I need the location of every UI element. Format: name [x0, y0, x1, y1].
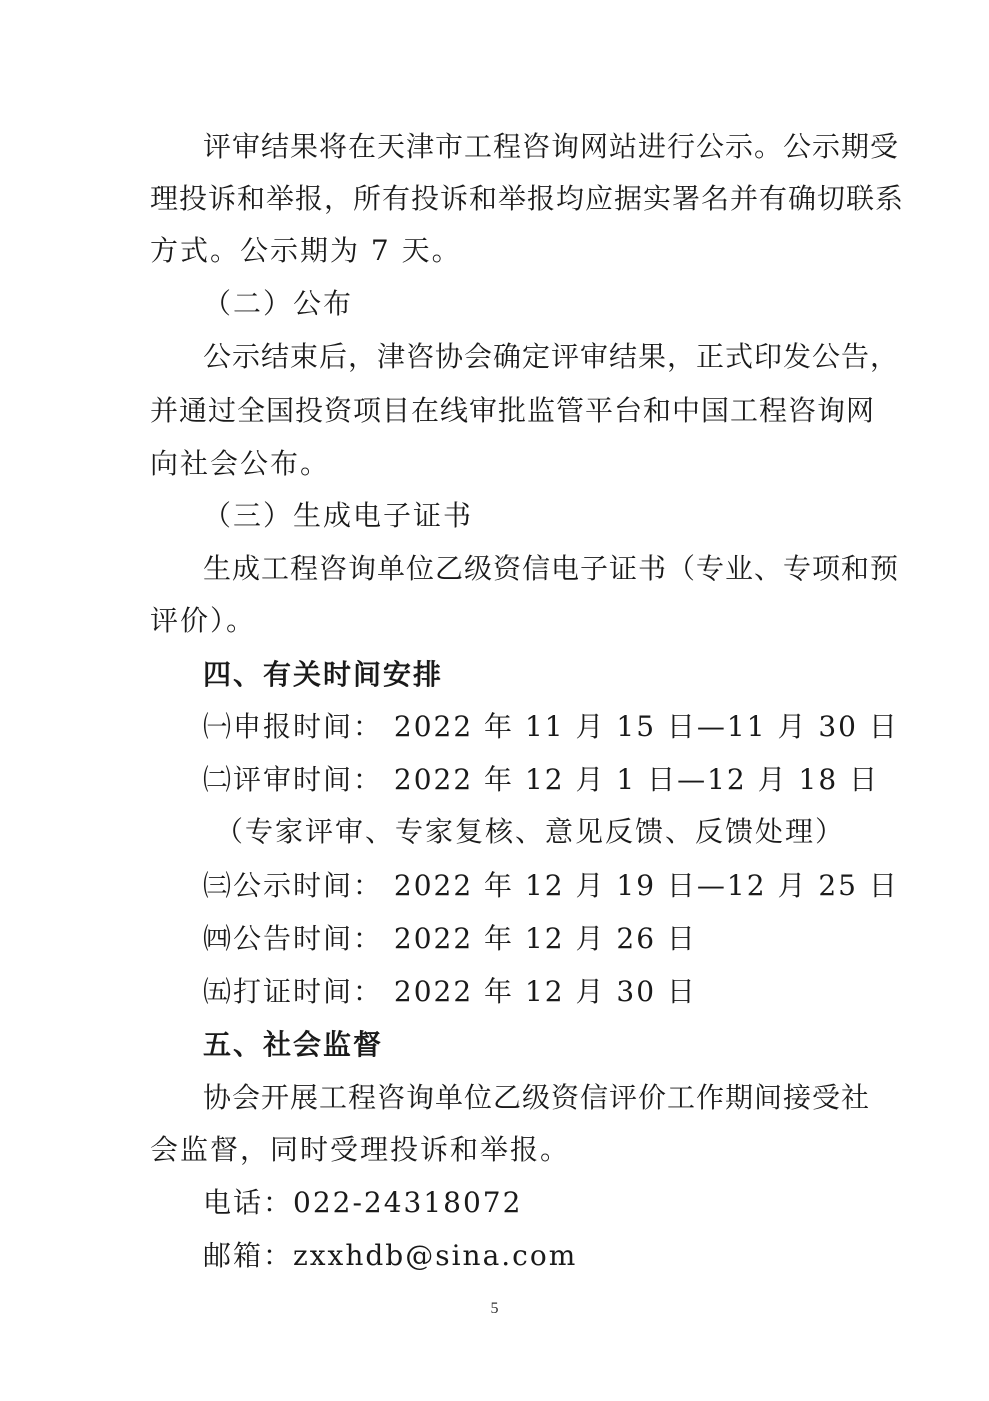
paragraph-line: 公示结束后，津咨协会确定评审结果，正式印发公告， — [203, 340, 900, 373]
paragraph-line: 理投诉和举报，所有投诉和举报均应据实署名并有确切联系 — [150, 182, 905, 215]
contact-phone: 电话：022-24318072 — [203, 1186, 523, 1219]
contact-email: 邮箱：zxxhdb@sina.com — [203, 1239, 578, 1272]
schedule-item: ㈡评审时间： 2022 年 12 月 1 日—12 月 18 日 — [203, 763, 880, 796]
schedule-item: ㈤打证时间： 2022 年 12 月 30 日 — [203, 975, 697, 1008]
section-heading-schedule: 四、有关时间安排 — [203, 658, 444, 691]
paragraph-line: 并通过全国投资项目在线审批监管平台和中国工程咨询网 — [150, 394, 876, 427]
subheading-certificate: （三）生成电子证书 — [203, 499, 474, 532]
section-heading-supervision: 五、社会监督 — [203, 1028, 384, 1061]
paragraph-line: 生成工程咨询单位乙级资信电子证书（专业、专项和预 — [203, 552, 900, 585]
schedule-item: ㈠申报时间： 2022 年 11 月 15 日—11 月 30 日 — [203, 710, 899, 743]
paragraph-line: 评价）。 — [150, 604, 257, 637]
schedule-item: ㈣公告时间： 2022 年 12 月 26 日 — [203, 922, 697, 955]
subheading-publish: （二）公布 — [203, 287, 354, 320]
paragraph-line: 评审结果将在天津市工程咨询网站进行公示。公示期受 — [203, 130, 900, 163]
paragraph-line: 协会开展工程咨询单位乙级资信评价工作期间接受社 — [203, 1081, 871, 1114]
paragraph-line: 方式。公示期为 7 天。 — [150, 234, 462, 267]
schedule-item: ㈢公示时间： 2022 年 12 月 19 日—12 月 25 日 — [203, 869, 899, 902]
paragraph-line: 向社会公布。 — [150, 447, 331, 480]
page-number: 5 — [490, 1300, 499, 1317]
schedule-note: （专家评审、专家复核、意见反馈、反馈处理） — [215, 815, 846, 848]
paragraph-line: 会监督，同时受理投诉和举报。 — [150, 1133, 571, 1166]
